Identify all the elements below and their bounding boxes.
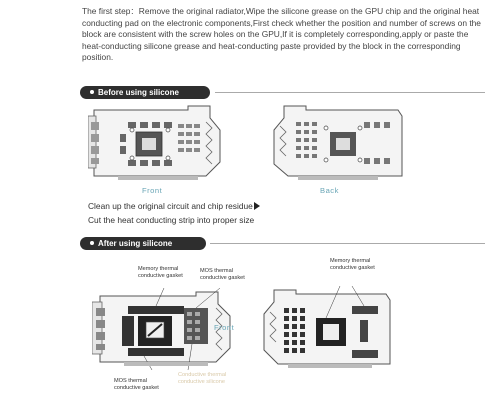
back-chip-core — [336, 138, 350, 150]
back-board-after — [256, 286, 396, 372]
front-caption-before: Front — [142, 186, 163, 195]
front-board-before — [88, 102, 228, 184]
front-caption-after: Front — [214, 323, 235, 332]
front-connector-4 — [91, 158, 99, 164]
back-board-before — [268, 102, 408, 184]
instruction-step2: Cut the heat conducting strip into proper size — [88, 215, 255, 225]
front-connector-3 — [91, 146, 99, 154]
label-mos-top: MOS thermal conductive gasket — [200, 268, 245, 281]
before-section-divider — [215, 92, 485, 93]
after-section-banner — [80, 237, 206, 261]
bullet-dot-icon — [90, 90, 94, 94]
intro-text: The first step：Remove the original radiator,Wipe the silicone grease on the GPU chip and the original heat conducting pad on the electronic components,First check whether the position and number of screws on the block are consistent with the screw holes on the GPU,If it is completely corresponding,apply or paste the heat-conducting silicone grease and heat-conducting paste provided by the block in the corresponding position. — [82, 6, 481, 63]
back-after-pcie-edge — [288, 364, 372, 368]
front-pcie-edge — [118, 176, 198, 180]
back-after-chip-core — [323, 324, 339, 340]
instruction-step1-text: Clean up the original circuit and chip residue — [88, 201, 253, 211]
front-gpu-die — [142, 138, 156, 150]
back-pcie-edge — [298, 176, 378, 180]
front-after-pcie-edge — [124, 362, 208, 366]
label-memory-front: Memory thermal conductive gasket — [138, 266, 183, 279]
label-mos-bottom: MOS thermal conductive gasket — [114, 378, 159, 391]
front-connector-2 — [91, 134, 99, 142]
after-section-divider — [210, 243, 485, 244]
front-connector-1 — [91, 122, 99, 130]
bullet-dot-icon — [90, 241, 94, 245]
before-section-banner — [80, 86, 210, 110]
play-arrow-icon — [254, 202, 260, 210]
back-caption-before: Back — [320, 186, 339, 195]
instruction-step1 — [88, 201, 260, 211]
label-memory-back: Memory thermal conductive gasket — [330, 258, 375, 271]
after-section-title: After using silicone grease — [90, 239, 173, 261]
label-faded-silicone: Conductive thermal conductive silicone — [178, 372, 227, 385]
before-section-title: Before using silicone grease — [90, 88, 179, 110]
